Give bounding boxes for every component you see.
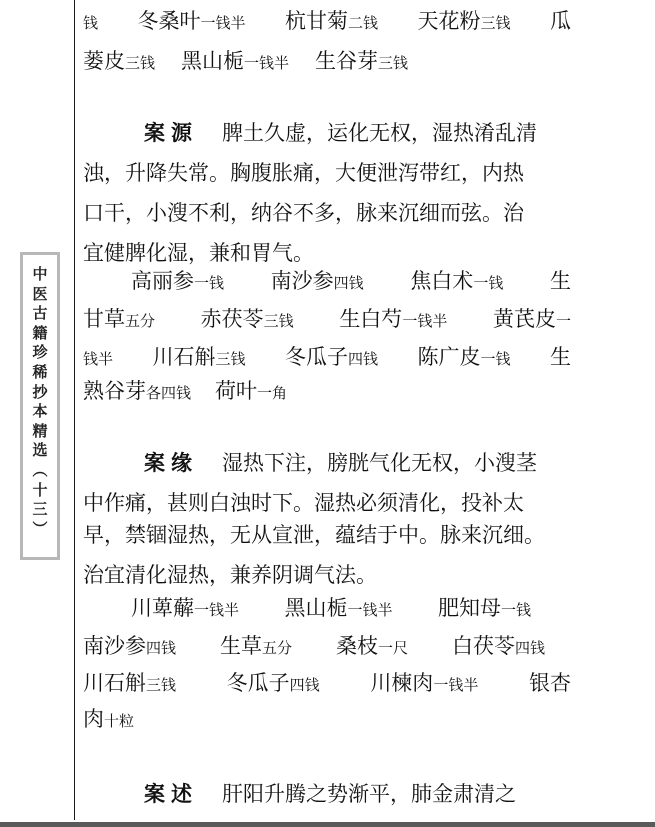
herb-entry xyxy=(83,6,98,38)
herb-entry xyxy=(452,631,545,663)
herb-name: 甘草 xyxy=(83,307,125,331)
herb-dose: 四钱 xyxy=(289,676,320,694)
herb-dose: 一钱 xyxy=(473,274,504,292)
herb-entry xyxy=(215,376,287,408)
herb-name: 黑山栀 xyxy=(284,596,348,620)
herb-entry xyxy=(284,593,392,625)
text-line xyxy=(83,560,571,590)
text-line xyxy=(83,779,571,809)
herb-name: 生草 xyxy=(219,634,262,658)
herb-name: 杭甘菊 xyxy=(285,9,348,33)
series-title-char: 稀 xyxy=(32,362,48,381)
herb-entry xyxy=(83,631,176,663)
prescription-line xyxy=(83,668,571,700)
case-text: 宜健脾化湿，兼和胃气。 xyxy=(83,241,314,265)
series-title-char: 抄 xyxy=(32,382,48,401)
herb-entry xyxy=(83,46,155,78)
series-title-char: 本 xyxy=(32,402,48,421)
herb-entry xyxy=(131,266,224,298)
herb-entry xyxy=(201,304,294,336)
series-title-char: ︶ xyxy=(32,519,48,538)
series-title-box xyxy=(20,252,60,560)
herb-dose: 一钱半 xyxy=(433,676,479,694)
herb-name: 生 xyxy=(549,269,571,293)
herb-dose: 四钱 xyxy=(333,274,364,292)
herb-name: 生 xyxy=(550,345,571,369)
herb-entry xyxy=(220,631,292,663)
case-text: 浊，升降失常。胸腹胀痛，大便泄泻带红，内热 xyxy=(83,161,524,185)
herb-dose: 一钱半 xyxy=(402,312,448,330)
herb-entry xyxy=(285,342,378,374)
text-line xyxy=(83,198,571,228)
herb-dose: 五分 xyxy=(261,639,292,657)
herb-entry xyxy=(529,668,571,698)
herb-entry xyxy=(418,342,511,374)
text-line xyxy=(83,118,571,148)
herb-dose: 一钱半 xyxy=(200,14,246,32)
herb-name: 冬瓜子 xyxy=(285,345,348,369)
herb-name: 肥知母 xyxy=(437,596,501,620)
herb-name: 黄芪皮 xyxy=(492,307,556,331)
herb-dose: 钱半 xyxy=(83,350,114,368)
herb-dose: 四钱 xyxy=(348,350,379,368)
herb-dose: 四钱 xyxy=(514,639,545,657)
prescription-line xyxy=(83,704,571,736)
prescription-line xyxy=(83,6,571,38)
bottom-bar xyxy=(0,822,655,827)
herb-entry xyxy=(83,668,176,700)
herb-entry xyxy=(138,6,246,38)
prescription-line xyxy=(83,342,571,374)
herb-name: 川楝肉 xyxy=(370,671,434,695)
herb-name: 赤茯苓 xyxy=(200,307,264,331)
herb-dose: 四钱 xyxy=(146,639,177,657)
series-title xyxy=(23,265,57,539)
herb-dose: 一钱 xyxy=(480,350,511,368)
herb-entry xyxy=(418,6,511,38)
case-text: 早，禁锢湿热，无从宣泄，蕴结于中。脉来沉细。 xyxy=(83,523,545,547)
herb-name: 川石斛 xyxy=(83,671,146,695)
herb-dose: 各四钱 xyxy=(146,384,192,402)
case-text: 口干，小溲不利，纳谷不多，脉来沉细而弦。治 xyxy=(83,201,524,225)
series-title-char: 三 xyxy=(32,500,48,519)
herb-dose: 五分 xyxy=(125,312,156,330)
herb-entry xyxy=(493,304,571,336)
herb-dose: 三钱 xyxy=(146,676,177,694)
herb-name: 蒌皮 xyxy=(83,49,125,73)
text-line xyxy=(83,488,571,518)
herb-name: 银杏 xyxy=(528,671,571,695)
herb-dose: 一钱 xyxy=(194,274,225,292)
herb-name: 焦白术 xyxy=(410,269,474,293)
herb-dose: 一尺 xyxy=(377,639,408,657)
case-label: 案源 xyxy=(144,121,198,145)
herb-entry xyxy=(271,266,364,298)
series-title-char: 精 xyxy=(32,421,48,440)
herb-name: 川石斛 xyxy=(152,345,216,369)
herb-name: 熟谷芽 xyxy=(83,379,146,403)
case-text: 湿热下注，膀胱气化无权，小溲茎 xyxy=(222,451,537,475)
herb-entry xyxy=(83,304,155,336)
herb-entry xyxy=(336,631,408,663)
case-label: 案缘 xyxy=(144,451,198,475)
herb-entry xyxy=(83,342,113,374)
herb-dose: 三钱 xyxy=(125,54,156,72)
text-line xyxy=(83,158,571,188)
herb-entry xyxy=(315,46,408,78)
prescription-line xyxy=(83,631,545,663)
prescription-line xyxy=(83,593,531,625)
herb-name: 生白芍 xyxy=(339,307,403,331)
series-title-char: ︵ xyxy=(32,460,48,479)
series-title-char: 选 xyxy=(32,441,48,460)
text-line xyxy=(83,238,571,268)
herb-name: 瓜 xyxy=(550,9,571,33)
case-text: 中作痛，甚则白浊时下。湿热必须清化，投补太 xyxy=(83,491,524,515)
herb-name: 桑枝 xyxy=(335,634,378,658)
herb-dose: 一钱半 xyxy=(244,54,290,72)
prescription-line xyxy=(83,304,571,336)
herb-dose: 一角 xyxy=(257,384,288,402)
herb-name: 川萆薢 xyxy=(131,596,194,620)
herb-dose: 一钱半 xyxy=(194,601,240,619)
herb-entry xyxy=(181,46,289,78)
herb-name: 高丽参 xyxy=(131,269,194,293)
herb-name: 冬瓜子 xyxy=(226,671,290,695)
herb-name: 冬桑叶 xyxy=(137,9,201,33)
series-title-char: 古 xyxy=(32,304,48,323)
herb-entry xyxy=(83,376,191,408)
case-text: 治宜清化湿热，兼养阴调气法。 xyxy=(83,563,377,587)
prescription-line xyxy=(83,266,571,298)
herb-entry xyxy=(438,593,531,625)
herb-name: 陈广皮 xyxy=(417,345,481,369)
herb-name: 生谷芽 xyxy=(315,49,379,73)
herb-dose: 一钱半 xyxy=(347,601,393,619)
series-title-char: 籍 xyxy=(32,323,48,342)
herb-dose: 三钱 xyxy=(378,54,409,72)
series-title-char: 珍 xyxy=(32,343,48,362)
herb-name: 肉 xyxy=(83,707,104,731)
text-line xyxy=(83,520,571,550)
herb-entry xyxy=(285,6,378,38)
herb-dose: 十粒 xyxy=(104,712,135,730)
herb-entry xyxy=(550,6,571,36)
herb-entry xyxy=(550,342,571,372)
series-title-char: 中 xyxy=(32,265,48,283)
herb-entry xyxy=(227,668,320,700)
series-title-char: 十 xyxy=(32,480,48,499)
herb-name: 白茯苓 xyxy=(451,634,515,658)
herb-entry xyxy=(370,668,478,700)
herb-name: 黑山栀 xyxy=(181,49,245,73)
herb-name: 天花粉 xyxy=(417,9,481,33)
herb-entry xyxy=(83,704,134,736)
case-text: 肝阳升腾之势渐平，肺金肃清之 xyxy=(222,782,516,806)
text-line xyxy=(83,448,571,478)
herb-entry xyxy=(131,593,239,625)
herb-name: 南沙参 xyxy=(270,269,334,293)
herb-dose: 二钱 xyxy=(348,14,379,32)
herb-dose: 一钱 xyxy=(500,601,531,619)
margin-rule xyxy=(74,0,75,820)
herb-dose: 三钱 xyxy=(480,14,511,32)
prescription-line xyxy=(83,46,571,78)
series-title-char: 医 xyxy=(32,284,48,303)
case-text: 脾土久虚，运化无权，湿热淆乱清 xyxy=(222,121,537,145)
herb-entry xyxy=(550,266,571,296)
herb-dose: 三钱 xyxy=(215,350,246,368)
herb-entry xyxy=(410,266,503,298)
herb-dose: 三钱 xyxy=(263,312,294,330)
herb-dose: 一 xyxy=(555,312,571,330)
herb-dose: 钱 xyxy=(83,14,99,32)
herb-name: 荷叶 xyxy=(215,379,258,403)
herb-name: 南沙参 xyxy=(83,634,146,658)
herb-entry xyxy=(339,304,447,336)
prescription-line xyxy=(83,376,571,408)
case-label: 案述 xyxy=(144,782,198,806)
herb-entry xyxy=(153,342,246,374)
